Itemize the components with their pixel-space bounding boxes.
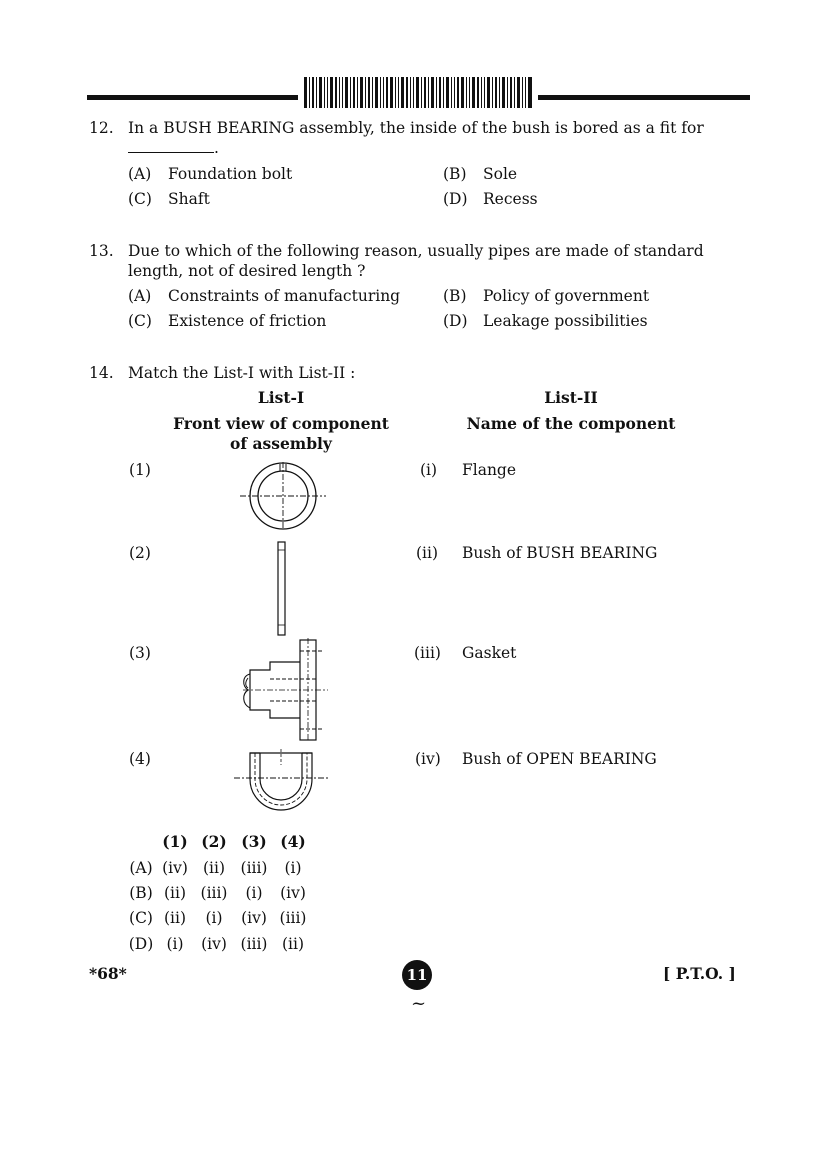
list2-item-2-label: (ii) [416,544,439,562]
question-12-number: 12. [89,119,114,137]
option-text: Constraints of manufacturing [168,287,401,305]
tilde-mark: ~ [411,993,427,1014]
q12-option-a[interactable] [128,164,292,184]
q12-option-d[interactable] [443,189,538,209]
question-12-blank [128,138,219,158]
question-12-text: In a BUSH BEARING assembly, the inside of the bush is bored as a fit for [128,119,704,137]
answer-cell: (ii) [163,909,186,927]
q13-option-d[interactable] [443,311,648,331]
answer-cell: (i) [245,884,263,902]
list1-subtitle-line1: Front view of component [173,414,389,433]
answer-header-cell: (2) [201,832,227,851]
answer-header-cell: (3) [241,832,267,851]
answer-blank [128,138,214,153]
answer-cell: (iii) [200,884,228,902]
answer-cell: (iv) [241,909,267,927]
list2-item-1-label: (i) [420,461,438,479]
option-text: Leakage possibilities [483,312,648,330]
paper-code: *68* [89,964,127,983]
option-label: (D) [128,935,154,953]
answer-cell: (ii) [163,884,186,902]
option-text: Policy of government [483,287,650,305]
blank-suffix: . [214,139,219,157]
list1-title: List-I [257,388,305,407]
q13-option-b[interactable] [443,286,649,306]
option-text: Sole [483,165,518,183]
list2-item-1-text: Flange [462,461,517,479]
answer-cell: (iv) [201,935,227,953]
option-text: Existence of friction [168,312,327,330]
list2-item-4-text: Bush of OPEN BEARING [462,750,657,768]
option-label: (B) [443,287,467,305]
question-14-number: 14. [89,364,114,382]
option-text: Recess [483,190,538,208]
list2-item-4-label: (iv) [415,750,441,768]
list2-item-2-text: Bush of BUSH BEARING [462,544,658,562]
option-label: (A) [129,859,153,877]
list1-item-4-label: (4) [129,750,151,768]
option-text: Shaft [168,190,210,208]
q13-option-c[interactable] [128,311,326,331]
q13-option-a[interactable] [128,286,400,306]
option-label: (B) [129,884,153,902]
answer-cell: (ii) [202,859,225,877]
question-13-text-line1: Due to which of the following reason, usually pipes are made of standard [128,242,704,260]
list1-item-2-label: (2) [129,544,151,562]
list1-item-1-label: (1) [129,461,151,479]
q12-option-b[interactable] [443,164,517,184]
page-number: 11 [402,960,432,990]
option-label: (C) [128,190,152,208]
answer-cell: (iii) [279,909,307,927]
header-rule-left [87,95,298,100]
list1-item-3-label: (3) [129,644,151,662]
barcode-icon [304,77,532,108]
option-text: Foundation bolt [168,165,293,183]
option-label: (B) [443,165,467,183]
option-label: (A) [128,287,152,305]
answer-cell: (iii) [240,859,268,877]
question-13-text-line2: length, not of desired length ? [128,262,366,280]
answer-cell: (i) [284,859,302,877]
question-13-number: 13. [89,242,114,260]
answer-cell: (ii) [281,935,304,953]
answer-header-cell: (1) [162,832,188,851]
answer-cell: (iii) [240,935,268,953]
list2-title: List-II [544,388,598,407]
thin-strip-icon [272,540,292,638]
option-label: (D) [443,312,468,330]
option-label: (C) [129,909,153,927]
answer-cell: (i) [166,935,184,953]
question-14-text: Match the List-I with List-II : [128,364,356,382]
answer-cell: (iv) [280,884,306,902]
option-label: (C) [128,312,152,330]
list2-item-3-label: (iii) [414,644,441,662]
answer-cell: (i) [205,909,223,927]
list2-subtitle: Name of the component [466,414,676,433]
pto-label: [ P.T.O. ] [663,964,736,983]
list2-item-3-text: Gasket [462,644,517,662]
option-label: (A) [128,165,152,183]
option-label: (D) [443,190,468,208]
ring-icon [238,458,328,534]
u-bush-icon [232,749,330,815]
answer-header-cell: (4) [280,832,306,851]
q12-option-c[interactable] [128,189,210,209]
header-rule-right [538,95,750,100]
answer-cell: (iv) [162,859,188,877]
list1-subtitle-line2: of assembly [230,434,332,453]
flanged-bush-icon [238,636,332,744]
